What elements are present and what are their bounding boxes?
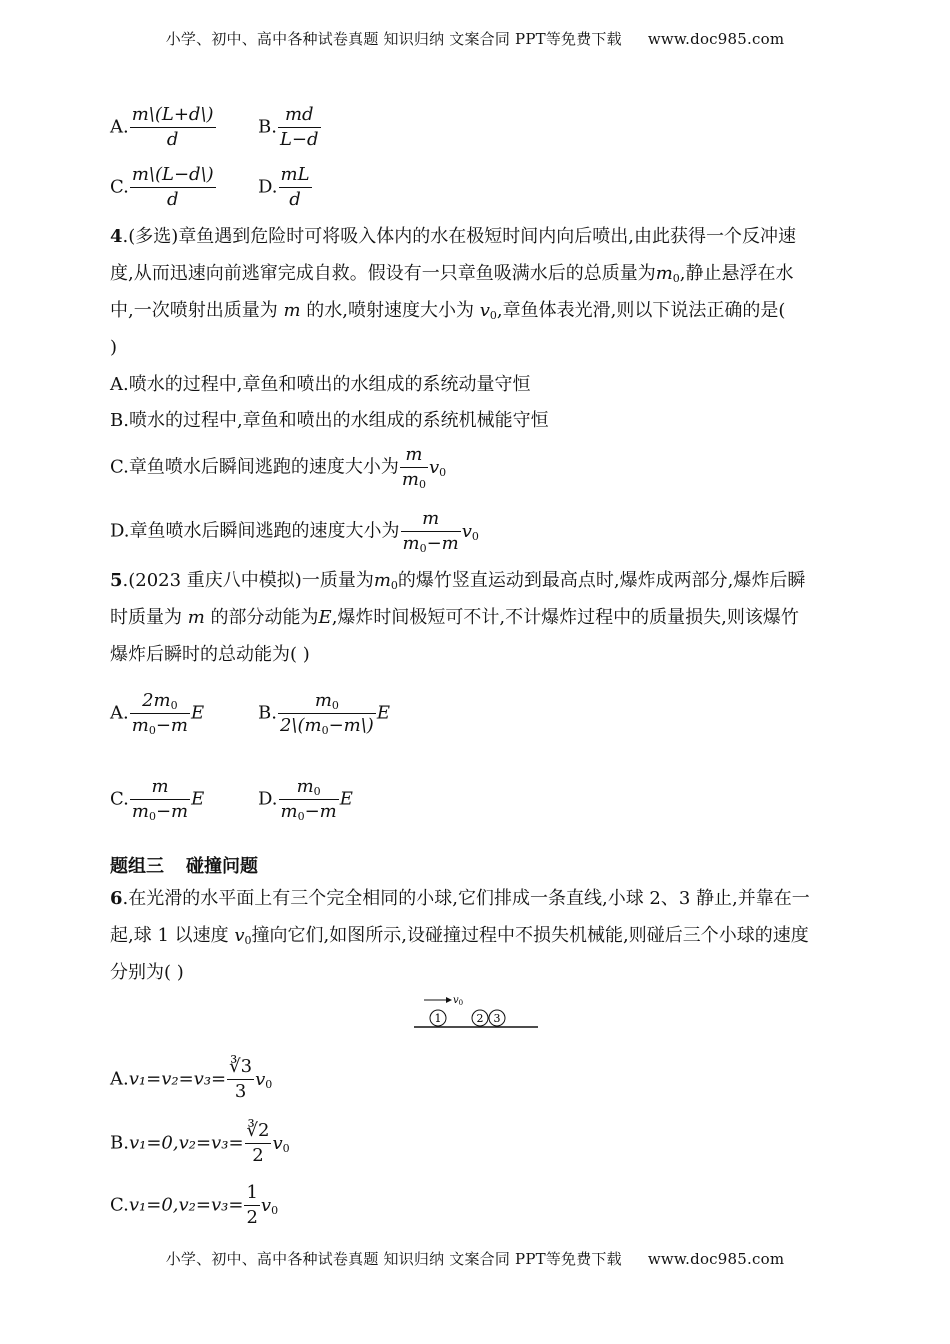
q5-option-b[interactable]: B. $\frac{m_0}{2\backslash(m_0-m\backslash)}$ E — [258, 690, 390, 737]
q4-option-a[interactable]: A.喷水的过程中,章鱼和喷出的水组成的系统动量守恒 — [110, 374, 531, 395]
q6-option-b-fraction: $\frac{∛2}{2}$ — [246, 1120, 270, 1166]
q6-option-c[interactable]: C.v₁=0,v₂=v₃= $\frac{1}{2}$ $v_0$ — [110, 1182, 279, 1228]
q6-option-b[interactable]: B.v₁=0,v₂=v₃= $\frac{∛2}{2}$ $v_0$ — [110, 1120, 290, 1166]
q3-option-d[interactable]: D. $\frac{mL}{d}$ — [258, 164, 310, 210]
collision-figure — [410, 990, 540, 1034]
header-text: 小学、初中、高中各种试卷真题 知识归纳 文案合同 PPT等免费下载 — [165, 30, 622, 48]
ball-1-label: 1 — [434, 1012, 442, 1025]
q4-option-c-fraction: $\frac{m}{m_0}$ — [401, 444, 426, 491]
q4-stem: 4.(多选)章鱼遇到危险时可将吸入体内的水在极短时间内向后喷出,由此获得一个反冲速 度,从而迅速向前逃窜完成自救。假设有一只章鱼吸满水后的总质量为$m_0$,静止悬浮在水 中,一次喷射出质量为 m 的水,喷射速度大小为 $v_0$,章鱼体表光滑,则以下说法正确的是( ) — [110, 226, 797, 358]
q6-option-a[interactable]: A.v₁=v₂=v₃= $\frac{∛3}{3}$ $v_0$ — [110, 1056, 273, 1102]
q5-option-d-fraction: $\frac{m_0}{m_0-m}$ — [280, 776, 337, 823]
q3-option-a[interactable]: A. $\frac{m\backslash(L+d\backslash)}{d}$ — [110, 104, 214, 150]
q3-option-c-fraction: $\frac{m\backslash(L-d\backslash)}{d}$ — [131, 164, 214, 210]
header-url[interactable]: www.doc985.com — [647, 30, 785, 48]
q3-option-d-fraction: $\frac{mL}{d}$ — [280, 164, 310, 210]
q5-stem: 5.(2023 重庆八中模拟)一质量为$m_0$的爆竹竖直运动到最高点时,爆炸成两部分,爆炸后瞬 时质量为 m 的部分动能为E,爆炸时间极短可不计,不计爆炸过程中的质量损失,则该爆竹 爆炸后瞬时的总动能为( ) — [110, 570, 806, 665]
footer-url[interactable]: www.doc985.com — [647, 1250, 785, 1268]
q5-number: 5 — [110, 570, 123, 591]
page-header — [0, 28, 950, 49]
q3-option-c[interactable]: C. $\frac{m\backslash(L-d\backslash)}{d}$ — [110, 164, 214, 210]
arrow-head-icon — [446, 997, 452, 1003]
q4-option-c[interactable]: C.章鱼喷水后瞬间逃跑的速度大小为 $\frac{m}{m_0}$ $v_0$ — [110, 444, 447, 491]
q3-option-b[interactable]: B. $\frac{md}{L-d}$ — [258, 104, 319, 150]
q6-number: 6 — [110, 888, 123, 909]
q6-option-c-fraction: $\frac{1}{2}$ — [246, 1182, 258, 1228]
ball-2-label: 2 — [476, 1012, 484, 1025]
q5-option-d[interactable]: D. $\frac{m_0}{m_0-m}$ E — [258, 776, 353, 823]
q5-option-c-fraction: $\frac{m}{m_0-m}$ — [131, 776, 189, 823]
page-footer — [0, 1248, 950, 1269]
q5-option-a-fraction: $\frac{2m_0}{m_0-m}$ — [131, 690, 188, 737]
q6-option-a-fraction: $\frac{∛3}{3}$ — [229, 1056, 253, 1102]
q5-option-b-fraction: $\frac{m_0}{2\backslash(m_0-m\backslash)}$ — [279, 690, 374, 737]
q4-option-d[interactable]: D.章鱼喷水后瞬间逃跑的速度大小为 $\frac{m}{m_0-m}$ $v_0$ — [110, 508, 479, 555]
q5-option-c[interactable]: C. $\frac{m}{m_0-m}$ E — [110, 776, 205, 823]
q3-option-b-fraction: $\frac{md}{L-d}$ — [279, 104, 319, 150]
ball-3-label: 3 — [493, 1012, 501, 1025]
section-heading: 题组三 碰撞问题 — [110, 856, 258, 877]
q5-option-a[interactable]: A. $\frac{2m_0}{m_0-m}$ E — [110, 690, 205, 737]
q4-option-d-fraction: $\frac{m}{m_0-m}$ — [402, 508, 459, 555]
footer-text: 小学、初中、高中各种试卷真题 知识归纳 文案合同 PPT等免费下载 — [165, 1250, 622, 1268]
q4-number: 4 — [110, 226, 123, 247]
svg-text:v0: $v_0$ — [453, 995, 464, 1007]
q6-stem: 6.在光滑的水平面上有三个完全相同的小球,它们排成一条直线,小球 2、3 静止,并靠在一 起,球 1 以速度 $v_0$撞向它们,如图所示,设碰撞过程中不损失机械能,则碰后三个小球的速度 分别为( ) — [110, 888, 810, 983]
q3-option-a-fraction: $\frac{m\backslash(L+d\backslash)}{d}$ — [131, 104, 214, 150]
q4-option-b[interactable]: B.喷水的过程中,章鱼和喷出的水组成的系统机械能守恒 — [110, 410, 549, 431]
